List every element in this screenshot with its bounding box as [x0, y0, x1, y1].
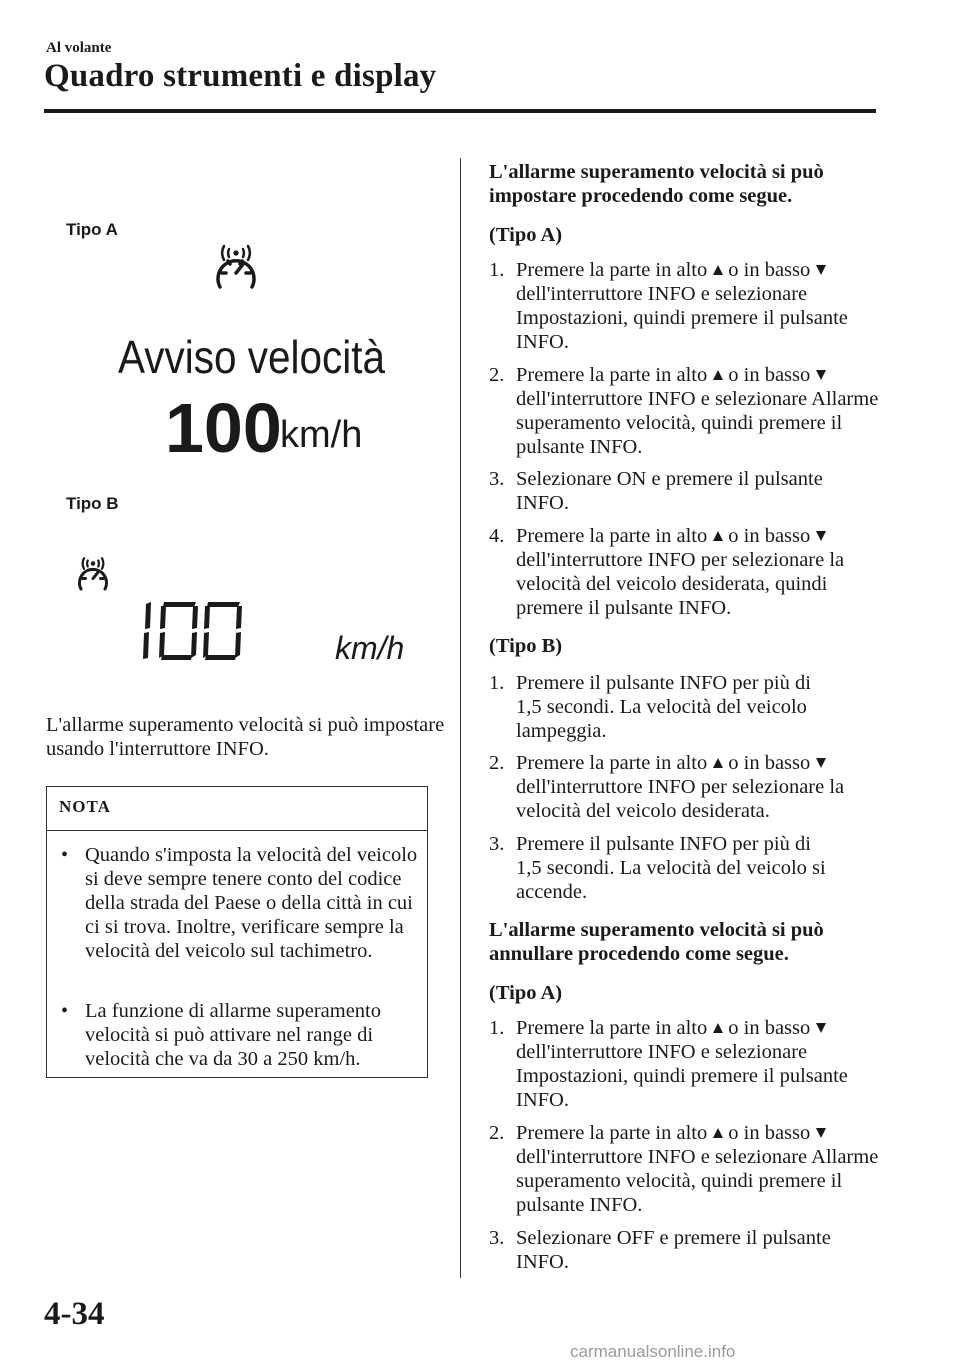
type-b-subheading: (Tipo B)	[489, 635, 563, 657]
intro-paragraph: L'allarme superamento velocità si può impostare usando l'interruttore INFO.	[46, 714, 445, 760]
note-box	[46, 786, 428, 1078]
note-item: • La funzione di allarme superamento velocità si può attivare nel range di velocità che va da 30 a 250 km/h.	[61, 1000, 381, 1070]
arrow-up-icon	[713, 758, 723, 768]
arrow-down-icon	[816, 370, 826, 380]
arrow-up-icon	[713, 370, 723, 380]
bullet-icon: •	[61, 844, 69, 866]
column-divider	[460, 158, 461, 1278]
arrow-up-icon	[713, 1023, 723, 1033]
set-heading: L'allarme superamento velocità si può impostare procedendo come segue.	[489, 161, 824, 207]
speed-alarm-icon	[208, 243, 264, 299]
display-a-speed: 100	[165, 389, 282, 467]
type-b-label: Tipo B	[66, 494, 119, 513]
bullet-icon: •	[61, 1000, 69, 1022]
arrow-down-icon	[816, 265, 826, 275]
page-number: 4-34	[44, 1296, 105, 1332]
display-b-segment-speed	[140, 600, 250, 662]
arrow-down-icon	[816, 531, 826, 541]
watermark: carmanualsonline.info	[570, 1342, 736, 1361]
type-a-label: Tipo A	[66, 220, 118, 239]
arrow-up-icon	[713, 531, 723, 541]
type-a-subheading: (Tipo A)	[489, 224, 563, 246]
display-a-unit: km/h	[280, 414, 363, 456]
section-label: Al volante	[46, 40, 112, 56]
type-a-subheading: (Tipo A)	[489, 982, 563, 1004]
arrow-down-icon	[816, 1128, 826, 1138]
display-b-unit: km/h	[335, 630, 405, 666]
note-title: NOTA	[47, 787, 427, 831]
arrow-down-icon	[816, 758, 826, 768]
page-title: Quadro strumenti e display	[44, 58, 437, 94]
display-a-message: Avviso velocità	[118, 331, 385, 383]
arrow-down-icon	[816, 1023, 826, 1033]
note-item: • Quando s'imposta la velocità del veicolo si deve sempre tenere conto del codice della strada del Paese o della città in cui ci si trova. Inoltre, verificare sempre la velocità del veicolo sul tachimetro.	[61, 844, 418, 962]
cancel-heading: L'allarme superamento velocità si può annullare procedendo come segue.	[489, 919, 824, 965]
speed-alarm-icon	[72, 556, 114, 598]
arrow-up-icon	[713, 1128, 723, 1138]
arrow-up-icon	[713, 265, 723, 275]
title-rule	[44, 109, 876, 113]
